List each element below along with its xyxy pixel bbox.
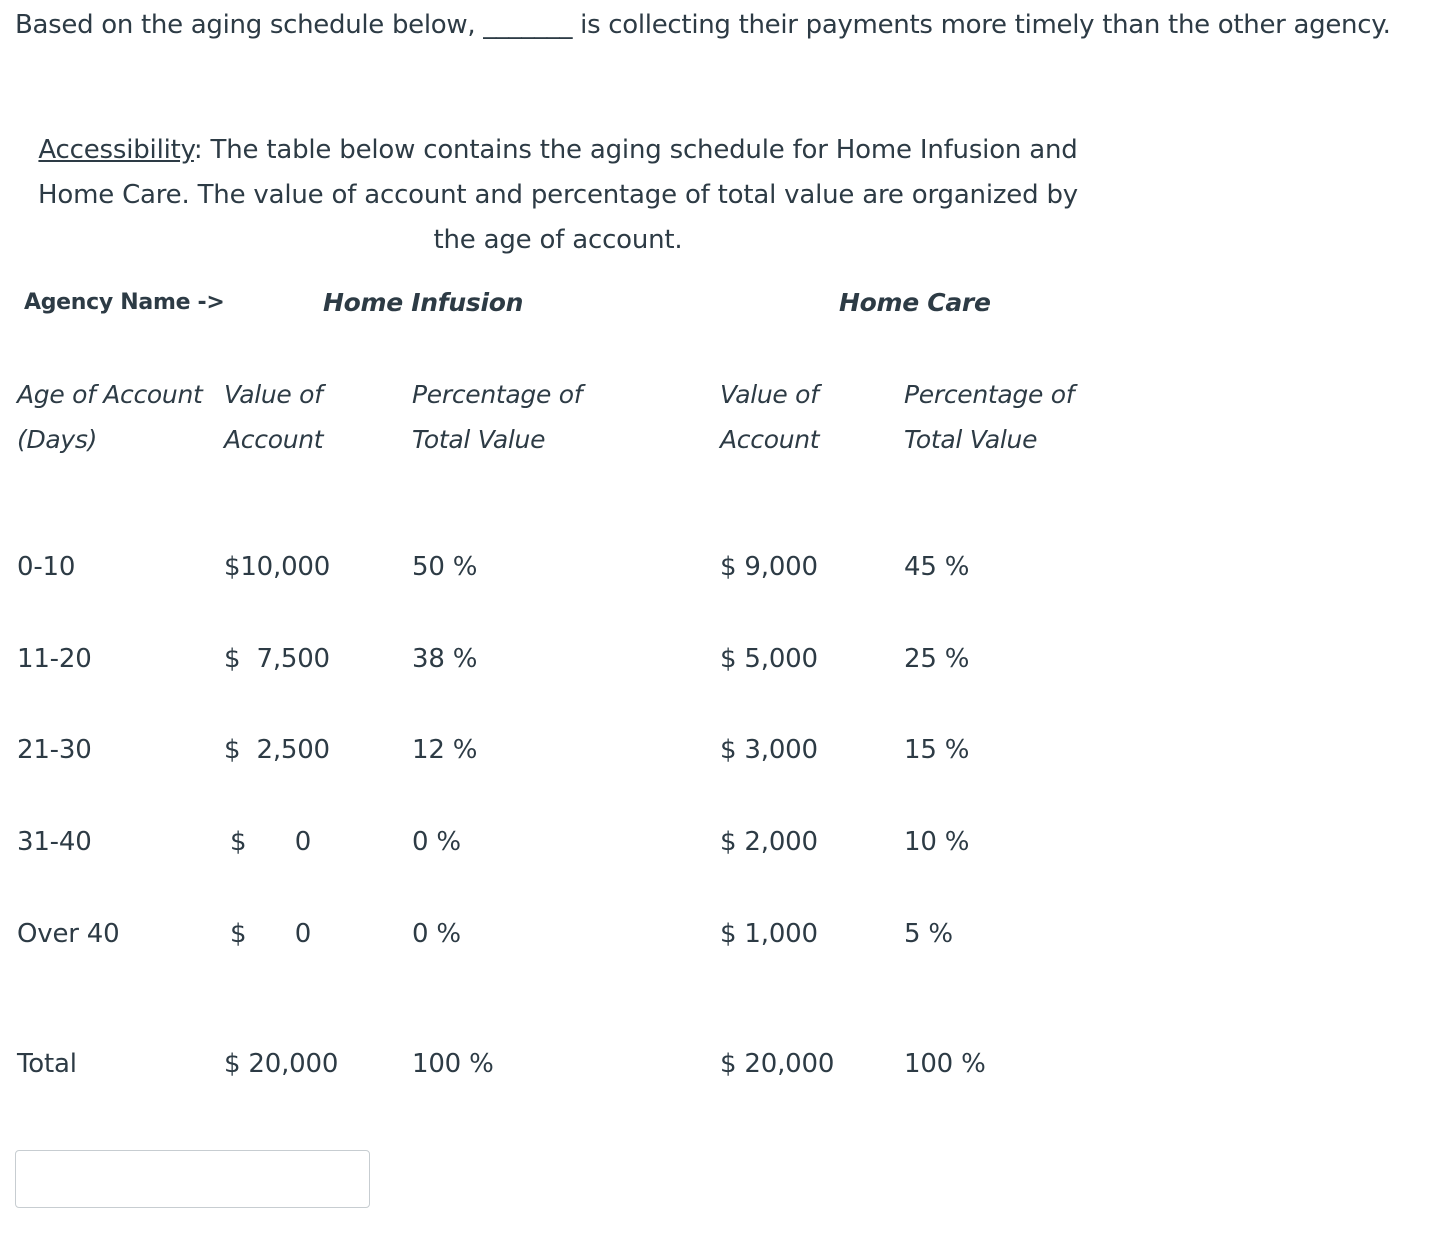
agency-name-label: Agency Name ->	[24, 290, 225, 315]
cell-hc-value: $ 5,000	[720, 644, 818, 674]
cell-hi-value: $ 7,500	[224, 644, 330, 674]
cell-total-hi-percentage: 100 %	[412, 1049, 494, 1079]
column-header-hc-percentage-line1: Percentage of	[904, 380, 1075, 409]
cell-hi-value: $ 0	[230, 827, 312, 857]
cell-age: 11-20	[17, 644, 92, 674]
question-text-after: is collecting their payments more timely than the other agency.	[572, 10, 1391, 40]
cell-hi-percentage: 0 %	[412, 827, 461, 857]
column-header-hi-value-line2: Account	[224, 425, 324, 454]
cell-age: 0-10	[17, 552, 76, 582]
column-header-hi-percentage	[412, 372, 582, 462]
cell-hc-percentage: 10 %	[904, 827, 970, 857]
question-blank: _______	[483, 10, 573, 40]
agency-home-infusion: Home Infusion	[323, 288, 524, 317]
cell-total-hi-value: $ 20,000	[224, 1049, 339, 1079]
cell-hi-percentage: 12 %	[412, 735, 478, 765]
column-header-hi-percentage-line2: Total Value	[412, 425, 546, 454]
cell-hc-value: $ 3,000	[720, 735, 818, 765]
question-text	[15, 10, 1391, 40]
cell-hi-percentage: 0 %	[412, 919, 461, 949]
cell-hc-value: $ 2,000	[720, 827, 818, 857]
column-header-age-line2: (Days)	[17, 425, 98, 454]
cell-hc-percentage: 15 %	[904, 735, 970, 765]
column-header-hi-percentage-line1: Percentage of	[412, 380, 583, 409]
cell-hi-percentage: 38 %	[412, 644, 478, 674]
column-header-hc-percentage-line2: Total Value	[904, 425, 1038, 454]
cell-hi-percentage: 50 %	[412, 552, 478, 582]
column-header-hi-value-line1: Value of	[224, 380, 323, 409]
cell-hc-value: $ 1,000	[720, 919, 818, 949]
column-header-age-line1: Age of Account	[17, 380, 203, 409]
cell-hi-value: $ 0	[230, 919, 312, 949]
accessibility-text: : The table below contains the aging schedule for Home Infusion and Home Care. The value of account and percentage of total value are organized by the age of account.	[38, 135, 1078, 255]
cell-age: 31-40	[17, 827, 92, 857]
cell-age: Over 40	[17, 919, 120, 949]
cell-hc-value: $ 9,000	[720, 552, 818, 582]
agency-home-care: Home Care	[839, 288, 991, 317]
accessibility-note	[28, 128, 1088, 263]
cell-age: 21-30	[17, 735, 92, 765]
column-header-hc-value	[720, 372, 819, 462]
cell-hc-percentage: 45 %	[904, 552, 970, 582]
cell-hc-percentage: 25 %	[904, 644, 970, 674]
cell-hc-percentage: 5 %	[904, 919, 953, 949]
answer-input[interactable]	[15, 1150, 370, 1208]
column-header-hc-percentage	[904, 372, 1074, 462]
cell-total-hc-value: $ 20,000	[720, 1049, 835, 1079]
cell-hi-value: $10,000	[224, 552, 331, 582]
column-header-hi-value	[224, 372, 323, 462]
cell-hi-value: $ 2,500	[224, 735, 330, 765]
column-header-hc-value-line2: Account	[720, 425, 820, 454]
cell-total-hc-percentage: 100 %	[904, 1049, 986, 1079]
cell-total-label: Total	[17, 1049, 77, 1079]
accessibility-label: Accessibility	[38, 135, 194, 165]
column-header-age	[17, 372, 203, 462]
question-text-before: Based on the aging schedule below,	[15, 10, 484, 40]
column-header-hc-value-line1: Value of	[720, 380, 819, 409]
